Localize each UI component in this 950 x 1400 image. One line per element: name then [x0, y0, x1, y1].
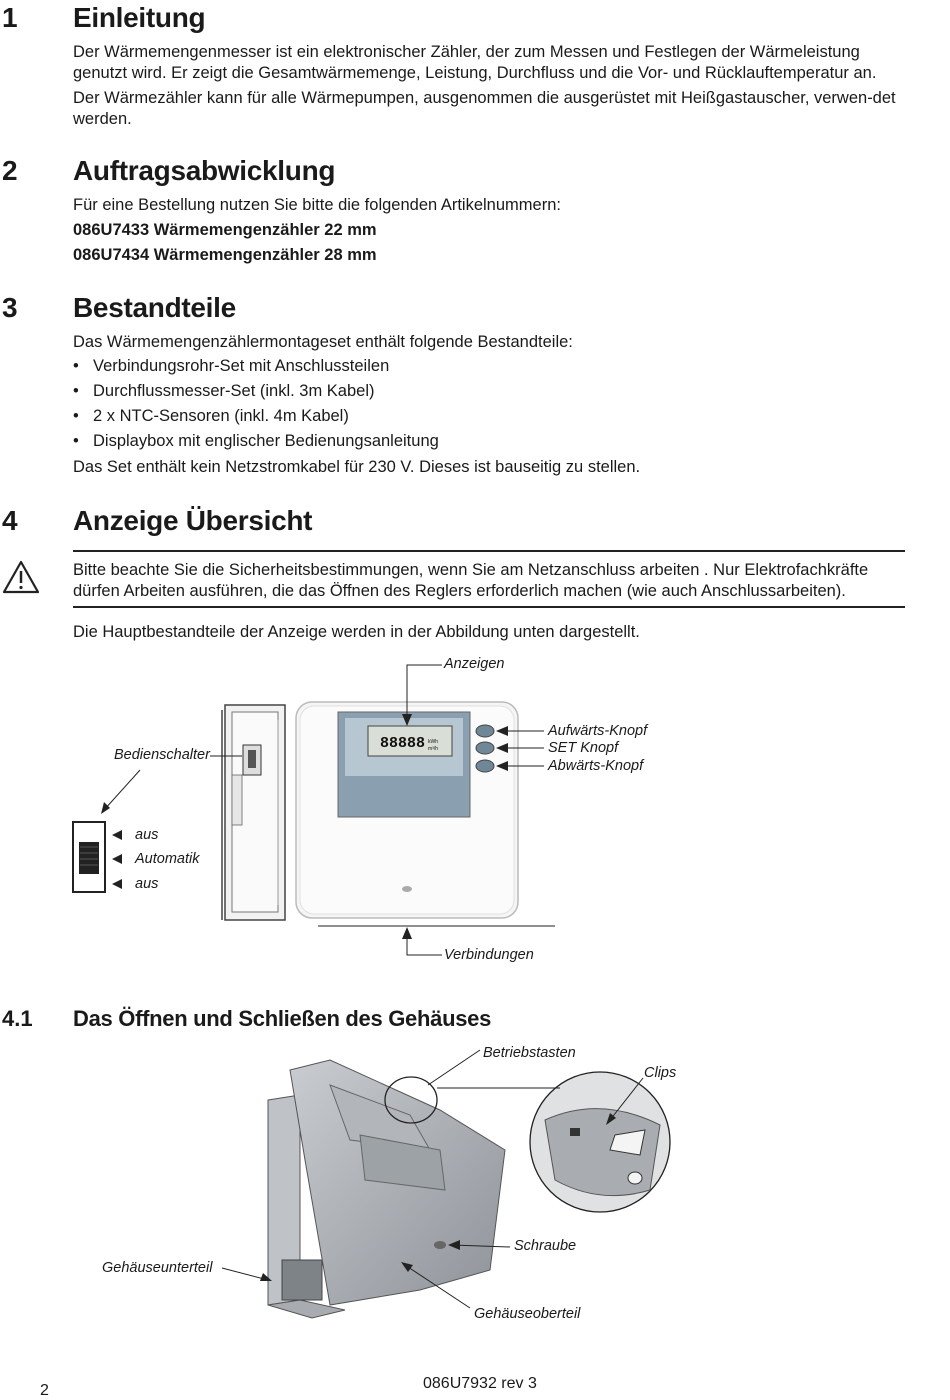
paragraph-usage: Der Wärmezähler kann für alle Wärmepumpen, ausgenommen die ausgerüstet mit Heißgastauscher, verwen-det werden. — [73, 89, 896, 128]
order-item-22mm: 086U7433 Wärmemengenzähler 22 mm — [73, 221, 377, 239]
label-bedienschalter: Bedienschalter — [114, 747, 210, 763]
clips-detail — [530, 1072, 670, 1212]
list-item: • Durchflussmesser-Set (inkl. 3m Kabel) — [73, 382, 375, 400]
label-schraube: Schraube — [514, 1238, 577, 1254]
display-overview-figure — [0, 650, 950, 970]
label-switch-automatik: Automatik — [135, 851, 200, 867]
section-title-auftragsabwicklung: Auftragsabwicklung — [73, 155, 336, 186]
list-item: • Verbindungsrohr-Set mit Anschlussteilen — [73, 357, 390, 375]
lcd-digits: 88888 — [380, 735, 426, 752]
list-item: • 2 x NTC-Sensoren (inkl. 4m Kabel) — [73, 407, 349, 425]
housing-front-view — [296, 702, 518, 918]
label-gehaeuseoberteil: Gehäuseoberteil — [474, 1306, 581, 1322]
divider — [73, 550, 905, 552]
section-title-bestandteile: Bestandteile — [73, 292, 236, 323]
paragraph-intro: Der Wärmemengenmesser ist ein elektronischer Zähler, der zum Messen und Festlegen der Wärmeleistung genutzt wird. Er zeigt die Gesamtwärmemenge, Leistung, Durchfluss und die Vor- und Rücklauftemperatur an. — [73, 43, 877, 82]
section-number: 4.1 — [2, 1006, 33, 1031]
housing-opening-figure — [0, 1040, 950, 1340]
section-number: 4 — [2, 505, 18, 536]
label-abwaerts-knopf: Abwärts-Knopf — [548, 758, 644, 774]
section-title-einleitung: Einleitung — [73, 2, 206, 33]
order-intro: Für eine Bestellung nutzen Sie bitte die folgenden Artikelnummern: — [73, 196, 561, 214]
section-number: 1 — [2, 2, 18, 33]
down-button-shape — [476, 760, 494, 772]
label-anzeigen: Anzeigen — [444, 656, 505, 672]
label-verbindungen: Verbindungen — [444, 947, 534, 963]
document-code: 086U7932 rev 3 — [423, 1375, 537, 1392]
set-button-shape — [476, 742, 494, 754]
label-gehaeuseunterteil: Gehäuseunterteil — [102, 1260, 213, 1276]
label-betriebstasten: Betriebstasten — [483, 1045, 576, 1061]
label-switch-aus: aus — [135, 876, 159, 892]
section-number: 3 — [2, 292, 18, 323]
safety-warning: Bitte beachte Sie die Sicherheitsbestimmungen, wenn Sie am Netzanschluss arbeiten . Nur Elektrofachkräfte dürfen Arbeiten ausführen, die das Öffnen des Reglers erforderlich machen (wie auch Anschlussarbeiten). — [73, 561, 869, 600]
lcd-unit-kwh: kWh — [428, 739, 438, 745]
label-aufwaerts-knopf: Aufwärts-Knopf — [548, 723, 648, 739]
label-set-knopf: SET Knopf — [548, 740, 619, 756]
parts-intro: Das Wärmemengenzählermontageset enthält folgende Bestandteile: — [73, 333, 573, 351]
label-clips: Clips — [644, 1065, 677, 1081]
housing-side-view — [222, 705, 285, 920]
page-number: 2 — [40, 1382, 49, 1399]
list-item: • Displaybox mit englischer Bedienungsanleitung — [73, 432, 439, 450]
figure-description: Die Hauptbestandteile der Anzeige werden in der Abbildung unten dargestellt. — [73, 623, 640, 641]
section-title-anzeige: Anzeige Übersicht — [73, 505, 313, 536]
divider — [73, 606, 905, 608]
section-title-gehaeuse: Das Öffnen und Schließen des Gehäuses — [73, 1006, 492, 1031]
label-switch-aus: aus — [135, 827, 159, 843]
parts-note: Das Set enthält kein Netzstromkabel für 230 V. Dieses ist bauseitig zu stellen. — [73, 458, 641, 476]
lcd-unit-flow: m³/h — [428, 746, 438, 752]
up-button-shape — [476, 725, 494, 737]
order-item-28mm: 086U7434 Wärmemengenzähler 28 mm — [73, 246, 377, 264]
section-number: 2 — [2, 155, 18, 186]
warning-icon — [2, 560, 40, 594]
operating-switch-detail — [73, 822, 122, 892]
